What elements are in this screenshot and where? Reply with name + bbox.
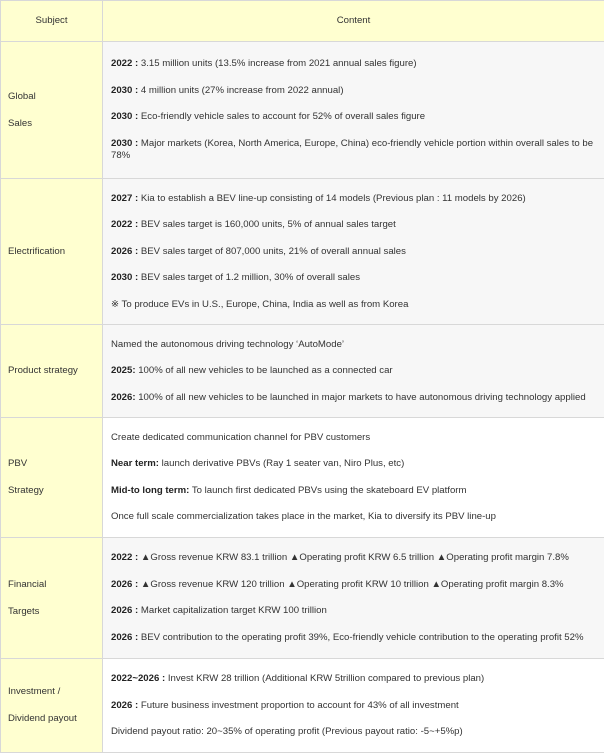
content-item: [111, 511, 599, 523]
subject-cell: [1, 42, 103, 179]
table-row: [1, 659, 604, 753]
content-item: [111, 85, 599, 97]
item-text: Once full scale commercialization takes place in the market, Kia to diversify its PBV line-up: [111, 511, 496, 522]
content-column-header: Content: [103, 1, 604, 42]
item-label: Near term:: [111, 458, 159, 469]
content-cell: [103, 325, 604, 418]
item-text: Create dedicated communication channel for PBV customers: [111, 432, 370, 443]
table-row: [1, 418, 604, 538]
subject-label: Dividend payout: [8, 713, 102, 725]
item-text: BEV sales target of 807,000 units, 21% of overall annual sales: [138, 246, 406, 257]
item-text: Named the autonomous driving technology ‘AutoMode’: [111, 339, 344, 350]
content-cell: [103, 42, 604, 179]
content-item: [111, 552, 599, 564]
item-text: ▲Gross revenue KRW 120 trillion ▲Operating profit KRW 10 trillion ▲Operating profit margin 8.3%: [138, 579, 563, 590]
content-cell: [103, 179, 604, 325]
content-item: [111, 485, 599, 497]
content-item: [111, 58, 599, 70]
subject-label: Financial: [8, 579, 102, 591]
subject-label: Targets: [8, 606, 102, 618]
subject-label: Product strategy: [8, 365, 102, 377]
item-text: ▲Gross revenue KRW 83.1 trillion ▲Operating profit KRW 6.5 trillion ▲Operating profit margin 7.8%: [138, 552, 569, 563]
subject-label: PBV: [8, 458, 102, 470]
content-item: [111, 339, 599, 351]
content-item: [111, 458, 599, 470]
item-label: 2026 :: [111, 605, 138, 616]
item-label: 2026:: [111, 392, 136, 403]
content-item: [111, 219, 599, 231]
subject-cell: [1, 659, 103, 753]
content-item: [111, 365, 599, 377]
item-text: BEV sales target of 1.2 million, 30% of overall sales: [138, 272, 360, 283]
item-text: launch derivative PBVs (Ray 1 seater van, Niro Plus, etc): [159, 458, 404, 469]
item-label: 2026 :: [111, 246, 138, 257]
item-label: 2030 :: [111, 138, 138, 149]
item-text: To launch first dedicated PBVs using the skateboard EV platform: [189, 485, 466, 496]
subject-label: Electrification: [8, 246, 102, 258]
content-item: [111, 700, 599, 712]
subject-cell: [1, 538, 103, 659]
item-text: 100% of all new vehicles to be launched in major markets to have autonomous driving technology applied: [136, 392, 586, 403]
content-item: [111, 193, 599, 205]
content-item: [111, 726, 599, 738]
item-label: 2022 :: [111, 219, 138, 230]
content-cell: [103, 538, 604, 659]
content-cell: [103, 418, 604, 538]
item-text: BEV contribution to the operating profit 39%, Eco-friendly vehicle contribution to the operating profit 52%: [138, 632, 583, 643]
item-label: 2022 :: [111, 58, 138, 69]
item-text: Eco-friendly vehicle sales to account for 52% of overall sales figure: [138, 111, 425, 122]
item-text: ※ To produce EVs in U.S., Europe, China, India as well as from Korea: [111, 299, 408, 310]
subject-label: Global: [8, 91, 102, 103]
table-row: [1, 42, 604, 179]
subject-label: Sales: [8, 118, 102, 130]
item-text: Invest KRW 28 trillion (Additional KRW 5trillion compared to previous plan): [165, 673, 484, 684]
subject-cell: [1, 418, 103, 538]
item-label: 2030 :: [111, 111, 138, 122]
item-label: 2026 :: [111, 579, 138, 590]
content-item: [111, 138, 599, 162]
content-item: [111, 299, 599, 311]
subject-cell: [1, 325, 103, 418]
item-label: 2030 :: [111, 85, 138, 96]
table-row: [1, 325, 604, 418]
item-text: Future business investment proportion to account for 43% of all investment: [138, 700, 459, 711]
subject-label: Investment /: [8, 686, 102, 698]
item-label: 2025:: [111, 365, 136, 376]
content-item: [111, 632, 599, 644]
content-cell: [103, 659, 604, 753]
content-item: [111, 111, 599, 123]
subject-column-header: Subject: [1, 1, 103, 42]
item-text: 4 million units (27% increase from 2022 annual): [138, 85, 343, 96]
item-label: Mid-to long term:: [111, 485, 189, 496]
table-row: [1, 538, 604, 659]
item-text: 100% of all new vehicles to be launched as a connected car: [136, 365, 393, 376]
item-text: Dividend payout ratio: 20~35% of operating profit (Previous payout ratio: -5~+5%p): [111, 726, 463, 737]
table-row: [1, 179, 604, 325]
item-text: 3.15 million units (13.5% increase from 2021 annual sales figure): [138, 58, 416, 69]
content-item: [111, 579, 599, 591]
item-label: 2022~2026 :: [111, 673, 165, 684]
item-text: Kia to establish a BEV line-up consisting of 14 models (Previous plan : 11 models by 2026): [138, 193, 526, 204]
subject-label: Strategy: [8, 485, 102, 497]
item-text: BEV sales target is 160,000 units, 5% of annual sales target: [138, 219, 396, 230]
content-item: [111, 246, 599, 258]
item-text: Major markets (Korea, North America, Europe, China) eco-friendly vehicle portion within overall sales to be 78%: [111, 138, 596, 161]
content-item: [111, 392, 599, 404]
item-label: 2022 :: [111, 552, 138, 563]
item-label: 2030 :: [111, 272, 138, 283]
item-label: 2026 :: [111, 700, 138, 711]
item-label: 2027 :: [111, 193, 138, 204]
subject-cell: [1, 179, 103, 325]
item-label: 2026 :: [111, 632, 138, 643]
content-item: [111, 673, 599, 685]
content-item: [111, 432, 599, 444]
content-item: [111, 605, 599, 617]
table-header-row: [1, 1, 604, 42]
item-text: Market capitalization target KRW 100 trillion: [138, 605, 327, 616]
content-item: [111, 272, 599, 284]
